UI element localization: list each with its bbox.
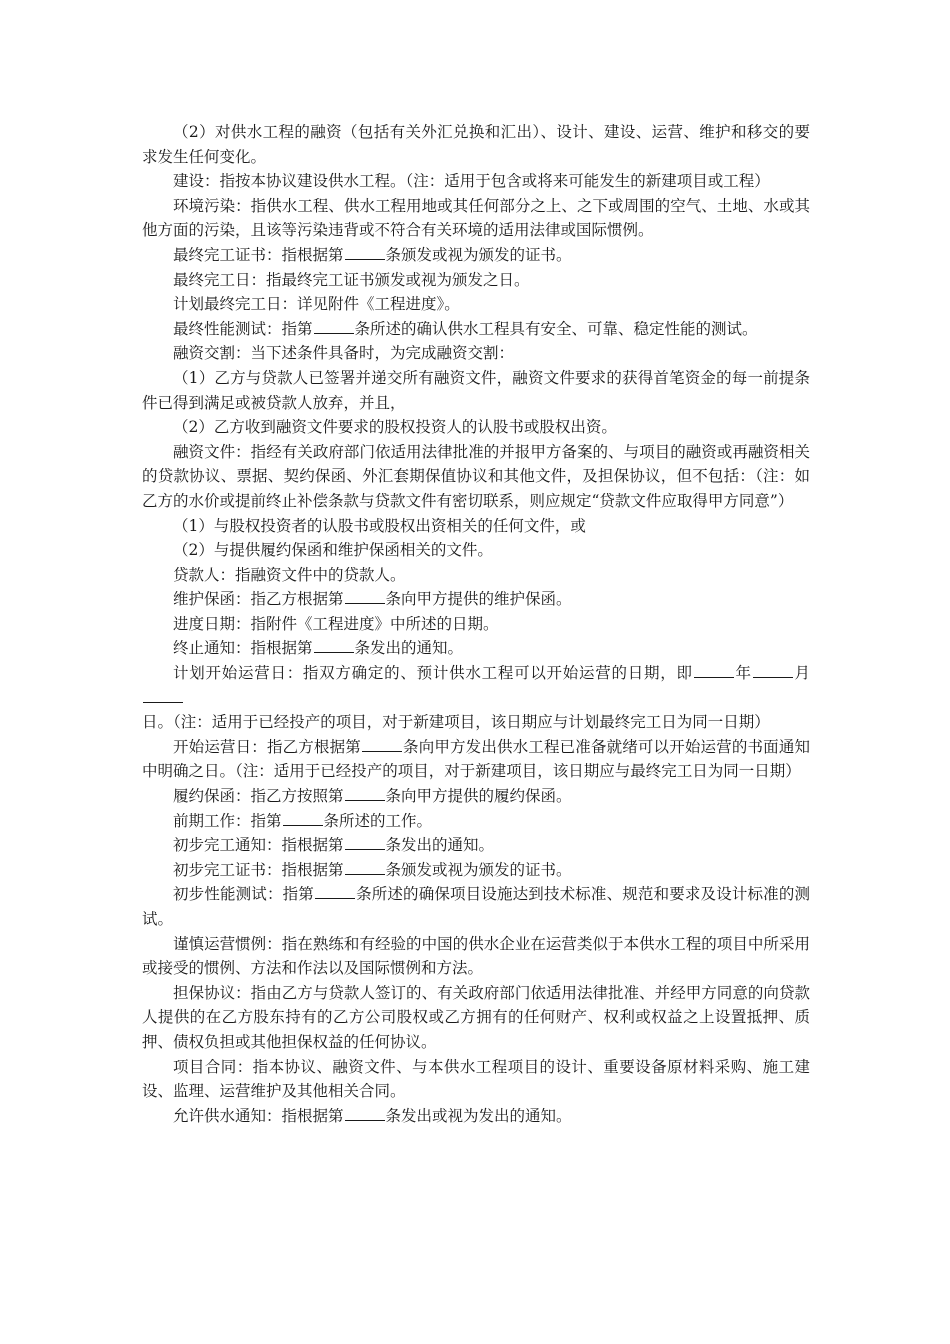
paragraph-text: 日。（注：适用于已经投产的项目，对于新建项目，该日期应与计划最终完工日为同一日期）	[142, 713, 770, 732]
paragraph	[142, 514, 810, 539]
paragraph	[142, 1055, 810, 1104]
blank-underline	[345, 1105, 385, 1121]
paragraph	[142, 440, 810, 514]
paragraph-text: 条颁发或视为颁发的证书。	[385, 860, 572, 879]
paragraph-text: 条向甲方提供的维护保函。	[385, 590, 572, 609]
paragraph-text: 最终性能测试：指第	[173, 319, 313, 338]
paragraph	[142, 563, 810, 588]
paragraph-text: 融资文件：指经有关政府部门依适用法律批准的并报甲方备案的、与项目的融资或再融资相关的贷款协议、票据、契约保函、外汇套期保值协议和其他文件，及担保协议，但不包括：（注：如乙方的水价或提前终止补偿条款与贷款文件有密切联系，则应规定“贷款文件应取得甲方同意”）	[142, 442, 810, 510]
paragraph-text: 条发出的通知。	[354, 639, 464, 658]
paragraph	[142, 1104, 810, 1129]
paragraph	[142, 735, 810, 784]
document-page	[142, 120, 810, 1128]
paragraph-text: 条向甲方提供的履约保函。	[385, 787, 572, 806]
paragraph-text: 维护保函：指乙方根据第	[173, 590, 344, 609]
blank-underline	[345, 834, 385, 850]
paragraph-text: （1）乙方与贷款人已签署并递交所有融资文件，融资文件要求的获得首笔资金的每一前提条件已得到满足或被贷款人放弃，并且，	[142, 368, 810, 412]
paragraph	[142, 882, 810, 931]
paragraph-text: （2）与提供履约保函和维护保函相关的文件。	[173, 541, 493, 560]
paragraph-text: 最终完工证书：指根据第	[173, 245, 344, 264]
paragraph	[142, 809, 810, 834]
paragraph	[142, 341, 810, 366]
blank-underline	[345, 244, 385, 260]
blank-underline	[753, 662, 793, 678]
paragraph-text: （2）乙方收到融资文件要求的股权投资人的认股书或股权出资。	[173, 418, 617, 437]
paragraph-text: 条发出的通知。	[385, 836, 495, 855]
paragraph-text: 前期工作：指第	[173, 811, 282, 830]
paragraph-text: 允许供水通知：指根据第	[173, 1106, 344, 1125]
paragraph-text: （1）与股权投资者的认股书或股权出资相关的任何文件，或	[173, 516, 586, 535]
paragraph	[142, 120, 810, 169]
paragraph-text: 条所述的确认供水工程具有安全、可靠、稳定性能的测试。	[354, 319, 758, 338]
paragraph	[142, 317, 810, 342]
paragraph	[142, 858, 810, 883]
paragraph-text: 最终完工日：指最终完工证书颁发或视为颁发之日。	[173, 270, 530, 289]
paragraph-text: 担保协议：指由乙方与贷款人签订的、有关政府部门依适用法律批准、并经甲方同意的向贷款人提供的在乙方股东持有的乙方公司股权或乙方拥有的任何财产、权利或权益之上设置抵押、质押、债权负担或其他担保权益的任何协议。	[142, 983, 810, 1051]
blank-underline	[345, 588, 385, 604]
paragraph-text: 建设：指按本协议建设供水工程。（注：适用于包含或将来可能发生的新建项目或工程）	[173, 172, 770, 191]
paragraph-text: 条所述的工作。	[323, 811, 433, 830]
paragraph	[142, 612, 810, 637]
paragraph	[142, 169, 810, 194]
blank-underline	[283, 810, 323, 826]
paragraph	[142, 981, 810, 1055]
paragraph-text: 年	[734, 664, 752, 683]
paragraph-text: 条向甲方发出供水工程已准备就绪可以开始运营的书面通知中明确之日。（注：适用于已经投产的项目，对于新建项目，该日期应与最终完工日为同一日期）	[142, 737, 810, 781]
paragraph	[142, 366, 810, 415]
paragraph-text: 履约保函：指乙方按照第	[173, 787, 344, 806]
paragraph-text: 环境污染：指供水工程、供水工程用地或其任何部分之上、之下或周围的空气、土地、水或其他方面的污染，且该等污染违背或不符合有关环境的适用法律或国际惯例。	[142, 196, 810, 240]
paragraph	[142, 415, 810, 440]
paragraph-text: 终止通知：指根据第	[173, 639, 313, 658]
paragraph-text: 项目合同：指本协议、融资文件、与本供水工程项目的设计、重要设备原材料采购、施工建设、监理、运营维护及其他相关合同。	[142, 1057, 810, 1101]
paragraph-text: 初步完工通知：指根据第	[173, 836, 344, 855]
blank-underline	[345, 859, 385, 875]
paragraph-text: （2）对供水工程的融资（包括有关外汇兑换和汇出）、设计、建设、运营、维护和移交的要求发生任何变化。	[142, 123, 810, 166]
paragraph-text: 月	[793, 664, 810, 683]
paragraph-text: 初步性能测试：指第	[173, 885, 314, 904]
paragraph-text: 谨慎运营惯例：指在熟练和有经验的中国的供水企业在运营类似于本供水工程的项目中所采用或接受的惯例、方法和作法以及国际惯例和方法。	[142, 934, 810, 978]
blank-underline	[315, 883, 355, 899]
blank-underline	[314, 637, 354, 653]
paragraph	[142, 932, 810, 981]
paragraph	[142, 587, 810, 612]
paragraph	[142, 268, 810, 293]
blank-underline	[694, 662, 734, 678]
paragraph-text: 计划开始运营日：指双方确定的、预计供水工程可以开始运营的日期，即	[173, 664, 693, 683]
paragraph-text: 条颁发或视为颁发的证书。	[385, 245, 572, 264]
paragraph	[142, 636, 810, 661]
blank-underline	[314, 318, 354, 334]
paragraph	[142, 661, 810, 735]
paragraph	[142, 243, 810, 268]
blank-underline	[345, 785, 385, 801]
paragraph-text: 开始运营日：指乙方根据第	[173, 737, 361, 756]
paragraph-text: 条所述的确保项目设施达到技术标准、规范和要求及设计标准的测试。	[142, 885, 810, 928]
paragraph	[142, 784, 810, 809]
paragraph-text: 融资交割：当下述条件具备时，为完成融资交割：	[173, 344, 515, 363]
paragraph-text: 初步完工证书：指根据第	[173, 860, 344, 879]
paragraph-text: 计划最终完工日：详见附件《工程进度》。	[173, 295, 460, 314]
blank-underline	[143, 687, 183, 703]
paragraph-text: 进度日期：指附件《工程进度》中所述的日期。	[173, 614, 499, 633]
paragraph-text: 条发出或视为发出的通知。	[385, 1106, 572, 1125]
blank-underline	[362, 736, 402, 752]
paragraph	[142, 194, 810, 243]
paragraph	[142, 833, 810, 858]
paragraph	[142, 292, 810, 317]
paragraph	[142, 538, 810, 563]
paragraph-text: 贷款人：指融资文件中的贷款人。	[173, 565, 406, 584]
